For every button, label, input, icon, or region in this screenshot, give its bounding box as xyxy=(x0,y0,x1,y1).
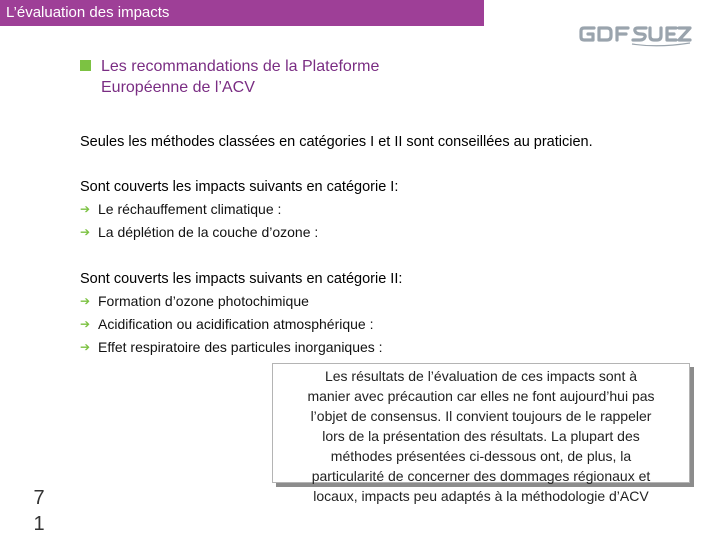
category-2-section xyxy=(80,268,402,359)
gdf-suez-logo xyxy=(578,20,692,48)
category-2-title: Sont couverts les impacts suivants en catégorie II: xyxy=(80,271,403,287)
title-bar xyxy=(0,0,484,26)
page-title: L’évaluation des impacts xyxy=(6,4,170,21)
heading-line-2: Européenne de l’ACV xyxy=(101,79,255,96)
callout-note xyxy=(272,363,690,504)
note-line: méthodes présentées ci-dessous ont, de plus, la xyxy=(330,448,632,464)
arrow-right-icon: ➔ xyxy=(80,340,91,354)
list-item-label: Formation d’ozone photochimique xyxy=(98,293,309,309)
category-1-section xyxy=(80,176,398,244)
page-number: 71 xyxy=(33,487,45,535)
list-item xyxy=(80,290,402,313)
arrow-right-icon: ➔ xyxy=(80,294,91,308)
note-line: Les résultats de l’évaluation de ces impacts sont à xyxy=(324,368,638,384)
note-line: l’objet de consensus. Il convient toujours de le rappeler xyxy=(310,408,652,424)
list-item xyxy=(80,221,398,244)
arrow-right-icon: ➔ xyxy=(80,202,91,216)
note-line: lors de la présentation des résultats. La plupart des xyxy=(322,428,640,444)
list-item-label: Effet respiratoire des particules inorganiques : xyxy=(98,339,383,355)
arrow-right-icon: ➔ xyxy=(80,225,91,239)
list-item-label: Le réchauffement climatique : xyxy=(98,201,282,217)
note-line: particularité de concerner des dommages régionaux et xyxy=(311,468,651,484)
note-line: locaux, impacts peu adaptés à la méthodologie d’ACV xyxy=(313,488,649,504)
list-item xyxy=(80,336,402,359)
list-item-label: Acidification ou acidification atmosphérique : xyxy=(98,316,374,332)
heading-line-1: Les recommandations de la Plateforme xyxy=(101,58,380,75)
arrow-right-icon: ➔ xyxy=(80,317,91,331)
list-item xyxy=(80,313,402,336)
list-item xyxy=(80,198,398,221)
intro-text: Seules les méthodes classées en catégories I et II sont conseillées au praticien. xyxy=(80,134,593,150)
note-line: manier avec précaution car elles ne font aujourd’hui pas xyxy=(307,388,655,404)
list-item-label: La déplétion de la couche d’ozone : xyxy=(98,224,319,240)
category-1-title: Sont couverts les impacts suivants en catégorie I: xyxy=(80,179,399,195)
square-bullet-icon xyxy=(80,60,91,71)
section-heading xyxy=(80,56,500,98)
